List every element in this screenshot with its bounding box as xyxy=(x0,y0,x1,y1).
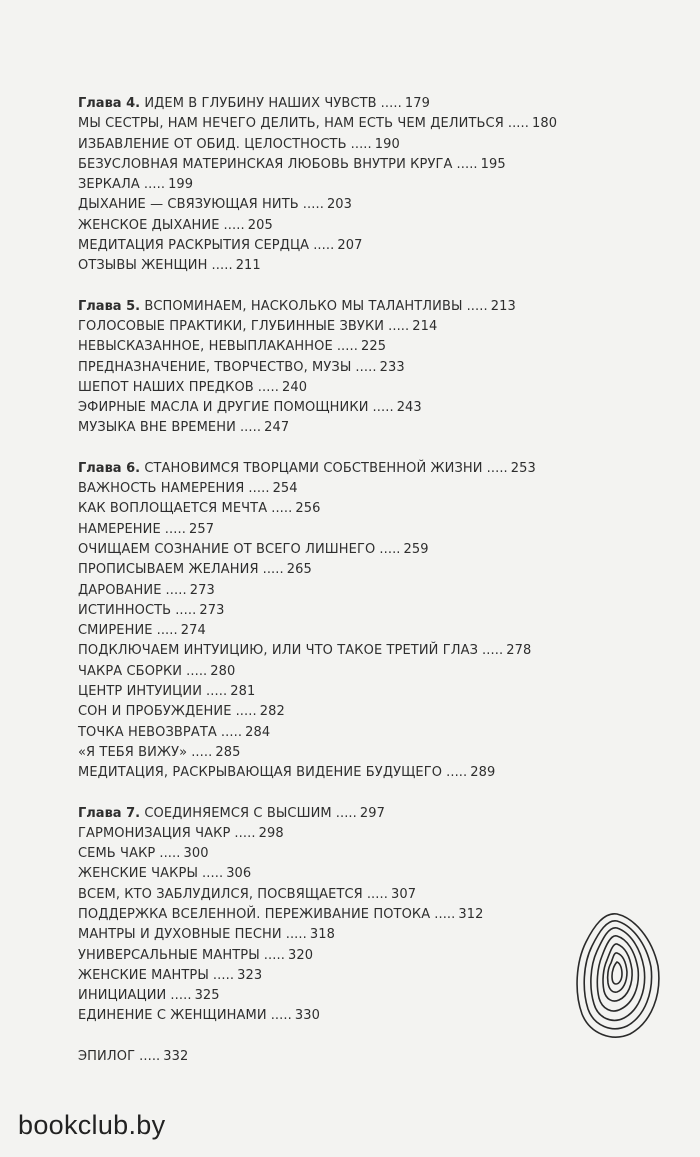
page-number: 273 xyxy=(189,582,215,598)
epilogue-block xyxy=(78,1047,638,1067)
page-number: 285 xyxy=(215,744,241,760)
toc-entry xyxy=(78,946,638,966)
page-number: 282 xyxy=(259,704,285,720)
page-number: 213 xyxy=(490,298,516,314)
leader-dots: ..... xyxy=(139,1048,161,1064)
entry-title: СТАНОВИМСЯ ТВОРЦАМИ СОБСТВЕННОЙ ЖИЗНИ xyxy=(144,460,483,476)
toc-entry xyxy=(78,702,638,722)
chapter-number: Глава 7. xyxy=(78,805,141,821)
page-number: 284 xyxy=(245,724,271,740)
leader-dots: ..... xyxy=(191,744,213,760)
leader-dots: ..... xyxy=(234,825,256,841)
chapter-block xyxy=(78,297,638,439)
leader-dots: ..... xyxy=(202,866,224,882)
chapter-number: Глава 4. xyxy=(78,96,141,111)
chapter-block xyxy=(78,94,638,277)
entry-title: ЖЕНСКОЕ ДЫХАНИЕ xyxy=(78,217,220,233)
toc-entry xyxy=(78,297,638,317)
page-number: 300 xyxy=(183,846,209,862)
toc-entry xyxy=(78,459,638,479)
page-number: 289 xyxy=(470,765,496,781)
page-number: 306 xyxy=(226,866,252,882)
entry-title: ЖЕНСКИЕ ЧАКРЫ xyxy=(78,866,199,882)
toc-entry xyxy=(78,540,638,560)
toc-entry xyxy=(78,175,638,195)
entry-title: ТОЧКА НЕВОЗВРАТА xyxy=(78,724,217,740)
chapter-block xyxy=(78,459,638,784)
toc-entry xyxy=(78,358,638,378)
toc-entry xyxy=(78,662,638,682)
entry-title: МУЗЫКА ВНЕ ВРЕМЕНИ xyxy=(78,420,236,436)
toc-entry xyxy=(78,94,638,114)
page-number: 323 xyxy=(237,967,263,983)
toc-entry xyxy=(78,114,638,134)
leader-dots: ..... xyxy=(270,1008,292,1024)
entry-title: ИЗБАВЛЕНИЕ ОТ ОБИД. ЦЕЛОСТНОСТЬ xyxy=(78,136,347,152)
leader-dots: ..... xyxy=(482,643,504,659)
page-number: 281 xyxy=(230,684,256,700)
leader-dots: ..... xyxy=(159,846,181,862)
chapter-block xyxy=(78,804,638,1027)
toc-entry xyxy=(78,256,638,276)
leader-dots: ..... xyxy=(336,339,358,355)
toc-entry xyxy=(78,743,638,763)
page-number: 274 xyxy=(180,623,206,639)
leader-dots: ..... xyxy=(434,906,456,922)
table-of-contents xyxy=(78,94,638,1067)
entry-title: МАНТРЫ И ДУХОВНЫЕ ПЕСНИ xyxy=(78,927,282,943)
leader-dots: ..... xyxy=(271,501,293,517)
toc-entry xyxy=(78,601,638,621)
toc-entry xyxy=(78,804,638,824)
leader-dots: ..... xyxy=(355,359,377,375)
toc-entry xyxy=(78,418,638,438)
page-number: 259 xyxy=(403,541,429,557)
leader-dots: ..... xyxy=(206,684,228,700)
toc-entry xyxy=(78,1047,638,1067)
entry-title: ИНИЦИАЦИИ xyxy=(78,988,167,1004)
toc-entry xyxy=(78,499,638,519)
leader-dots: ..... xyxy=(165,582,187,598)
entry-title: ИСТИННОСТЬ xyxy=(78,602,172,618)
entry-title: БЕЗУСЛОВНАЯ МАТЕРИНСКАЯ ЛЮБОВЬ ВНУТРИ КРУГА xyxy=(78,156,453,172)
page-number: 240 xyxy=(281,379,308,395)
toc-entry xyxy=(78,195,638,215)
entry-title: ВАЖНОСТЬ НАМЕРЕНИЯ xyxy=(78,481,245,497)
entry-title: ПРОПИСЫВАЕМ ЖЕЛАНИЯ xyxy=(78,562,259,578)
entry-title: ЭПИЛОГ xyxy=(78,1048,136,1064)
toc-entry xyxy=(78,682,638,702)
toc-entry xyxy=(78,966,638,986)
toc-entry xyxy=(78,641,638,661)
entry-title: «Я ТЕБЯ ВИЖУ» xyxy=(78,744,188,760)
watermark-text: bookclub.by xyxy=(18,1110,166,1140)
leader-dots: ..... xyxy=(388,318,410,334)
entry-title: ГАРМОНИЗАЦИЯ ЧАКР xyxy=(78,825,231,841)
leader-dots: ..... xyxy=(220,724,243,740)
page-number: 280 xyxy=(210,663,236,679)
toc-entry xyxy=(78,520,638,540)
entry-title: МЫ СЕСТРЫ, НАМ НЕЧЕГО ДЕЛИТЬ, НАМ ЕСТЬ ЧЕМ ДЕЛИТЬСЯ xyxy=(78,116,504,132)
page-number: 278 xyxy=(506,643,532,659)
page-number: 207 xyxy=(337,238,363,254)
page-number: 256 xyxy=(295,501,321,517)
leader-dots: ..... xyxy=(248,481,270,497)
toc-entry xyxy=(78,824,638,844)
page-number: 298 xyxy=(258,825,284,841)
leader-dots: ..... xyxy=(285,927,307,943)
toc-entry xyxy=(78,135,638,155)
entry-title: ЧАКРА СБОРКИ xyxy=(78,663,183,679)
entry-title: ПОДКЛЮЧАЕМ ИНТУИЦИЮ, ИЛИ ЧТО ТАКОЕ ТРЕТИЙ ГЛАЗ xyxy=(78,643,479,659)
toc-entry xyxy=(78,723,638,743)
leader-dots: ..... xyxy=(507,116,530,132)
page-number: 214 xyxy=(412,318,438,334)
entry-title: ВСЕМ, КТО ЗАБЛУДИЛСЯ, ПОСВЯЩАЕТСЯ xyxy=(78,886,363,902)
page-number: 180 xyxy=(532,116,558,132)
entry-title: ЭФИРНЫЕ МАСЛА И ДРУГИЕ ПОМОЩНИКИ xyxy=(78,400,369,416)
toc-entry xyxy=(78,236,638,256)
entry-title: НЕВЫСКАЗАННОЕ, НЕВЫПЛАКАННОЕ xyxy=(78,339,333,355)
leader-dots: ..... xyxy=(239,420,262,436)
page-number: 325 xyxy=(194,988,220,1004)
entry-title: ДЫХАНИЕ — СВЯЗУЮЩАЯ НИТЬ xyxy=(78,197,299,213)
page-number: 332 xyxy=(163,1048,189,1064)
leader-dots: ..... xyxy=(335,805,357,821)
entry-title: ОЧИЩАЕМ СОЗНАНИЕ ОТ ВСЕГО ЛИШНЕГО xyxy=(78,541,376,557)
entry-title: ЖЕНСКИЕ МАНТРЫ xyxy=(78,967,209,983)
page-number: 297 xyxy=(359,805,386,821)
entry-title: МЕДИТАЦИЯ, РАСКРЫВАЮЩАЯ ВИДЕНИЕ БУДУЩЕГО xyxy=(78,765,443,781)
leader-dots: ..... xyxy=(486,460,508,476)
page-number: 312 xyxy=(458,906,484,922)
page-number: 199 xyxy=(168,177,194,193)
toc-entry xyxy=(78,479,638,499)
page-number: 225 xyxy=(360,339,387,355)
leader-dots: ..... xyxy=(212,967,235,983)
entry-title: ЦЕНТР ИНТУИЦИИ xyxy=(78,684,203,700)
leader-dots: ..... xyxy=(164,521,186,537)
entry-title: ВСПОМИНАЕМ, НАСКОЛЬКО МЫ ТАЛАНТЛИВЫ xyxy=(144,298,463,314)
leader-dots: ..... xyxy=(380,96,402,111)
toc-entry xyxy=(78,885,638,905)
page-number: 233 xyxy=(379,359,405,375)
leader-dots: ..... xyxy=(263,947,285,963)
entry-title: ЕДИНЕНИЕ С ЖЕНЩИНАМИ xyxy=(78,1008,267,1024)
page-number: 247 xyxy=(264,420,290,436)
entry-title: УНИВЕРСАЛЬНЫЕ МАНТРЫ xyxy=(78,947,260,963)
entry-title: ЗЕРКАЛА xyxy=(78,177,140,193)
toc-entry xyxy=(78,986,638,1006)
entry-title: ПОДДЕРЖКА ВСЕЛЕННОЙ. ПЕРЕЖИВАНИЕ ПОТОКА xyxy=(78,906,431,922)
page-number: 265 xyxy=(286,562,312,578)
entry-title: ДАРОВАНИЕ xyxy=(78,582,162,598)
page-number: 254 xyxy=(272,481,298,497)
toc-entry xyxy=(78,378,638,398)
page-number: 203 xyxy=(326,197,353,213)
entry-title: ИДЕМ В ГЛУБИНУ НАШИХ ЧУВСТВ xyxy=(144,96,377,111)
leader-dots: ..... xyxy=(379,541,401,557)
toc-entry xyxy=(78,560,638,580)
leader-dots: ..... xyxy=(302,197,324,213)
toc-entry xyxy=(78,581,638,601)
toc-entry xyxy=(78,621,638,641)
page-number: 211 xyxy=(235,258,261,274)
agate-ornament-icon xyxy=(572,910,662,1040)
page-number: 330 xyxy=(294,1008,320,1024)
page-number: 273 xyxy=(199,602,225,618)
toc-entry xyxy=(78,1006,638,1026)
page-number: 205 xyxy=(247,217,273,233)
leader-dots: ..... xyxy=(223,217,245,233)
toc-entry xyxy=(78,398,638,418)
toc-entry xyxy=(78,337,638,357)
leader-dots: ..... xyxy=(466,298,488,314)
toc-entry xyxy=(78,844,638,864)
page-number: 253 xyxy=(510,460,536,476)
page-number: 320 xyxy=(287,947,314,963)
entry-title: СОЕДИНЯЕМСЯ С ВЫСШИМ xyxy=(144,805,332,821)
leader-dots: ..... xyxy=(446,765,468,781)
toc-entry xyxy=(78,925,638,945)
chapter-number: Глава 5. xyxy=(78,298,141,314)
leader-dots: ..... xyxy=(235,704,257,720)
leader-dots: ..... xyxy=(186,663,208,679)
entry-title: ГОЛОСОВЫЕ ПРАКТИКИ, ГЛУБИННЫЕ ЗВУКИ xyxy=(78,318,385,334)
toc-entry xyxy=(78,317,638,337)
toc-entry xyxy=(78,155,638,175)
leader-dots: ..... xyxy=(313,238,335,254)
leader-dots: ..... xyxy=(262,562,284,578)
leader-dots: ..... xyxy=(143,177,166,193)
leader-dots: ..... xyxy=(156,623,178,639)
toc-entry xyxy=(78,905,638,925)
entry-title: НАМЕРЕНИЕ xyxy=(78,521,161,537)
page-number: 318 xyxy=(309,927,336,943)
entry-title: МЕДИТАЦИЯ РАСКРЫТИЯ СЕРДЦА xyxy=(78,238,310,254)
page-number: 179 xyxy=(404,96,430,111)
entry-title: СЕМЬ ЧАКР xyxy=(78,846,156,862)
page-number: 190 xyxy=(374,136,400,152)
entry-title: ШЕПОТ НАШИХ ПРЕДКОВ xyxy=(78,379,254,395)
entry-title: СОН И ПРОБУЖДЕНИЕ xyxy=(78,704,232,720)
page-number: 195 xyxy=(480,156,506,172)
leader-dots: ..... xyxy=(372,400,394,416)
leader-dots: ..... xyxy=(350,136,372,152)
leader-dots: ..... xyxy=(211,258,233,274)
page-number: 307 xyxy=(390,886,417,902)
chapter-number: Глава 6. xyxy=(78,460,141,476)
leader-dots: ..... xyxy=(456,156,478,172)
page-number: 257 xyxy=(188,521,215,537)
entry-title: ПРЕДНАЗНАЧЕНИЕ, ТВОРЧЕСТВО, МУЗЫ xyxy=(78,359,352,375)
entry-title: КАК ВОПЛОЩАЕТСЯ МЕЧТА xyxy=(78,501,268,517)
entry-title: СМИРЕНИЕ xyxy=(78,623,153,639)
leader-dots: ..... xyxy=(175,602,197,618)
page-number: 243 xyxy=(396,400,422,416)
leader-dots: ..... xyxy=(170,988,192,1004)
leader-dots: ..... xyxy=(366,886,388,902)
leader-dots: ..... xyxy=(257,379,279,395)
toc-entry xyxy=(78,216,638,236)
toc-entry xyxy=(78,763,638,783)
entry-title: ОТЗЫВЫ ЖЕНЩИН xyxy=(78,258,208,274)
toc-entry xyxy=(78,864,638,884)
